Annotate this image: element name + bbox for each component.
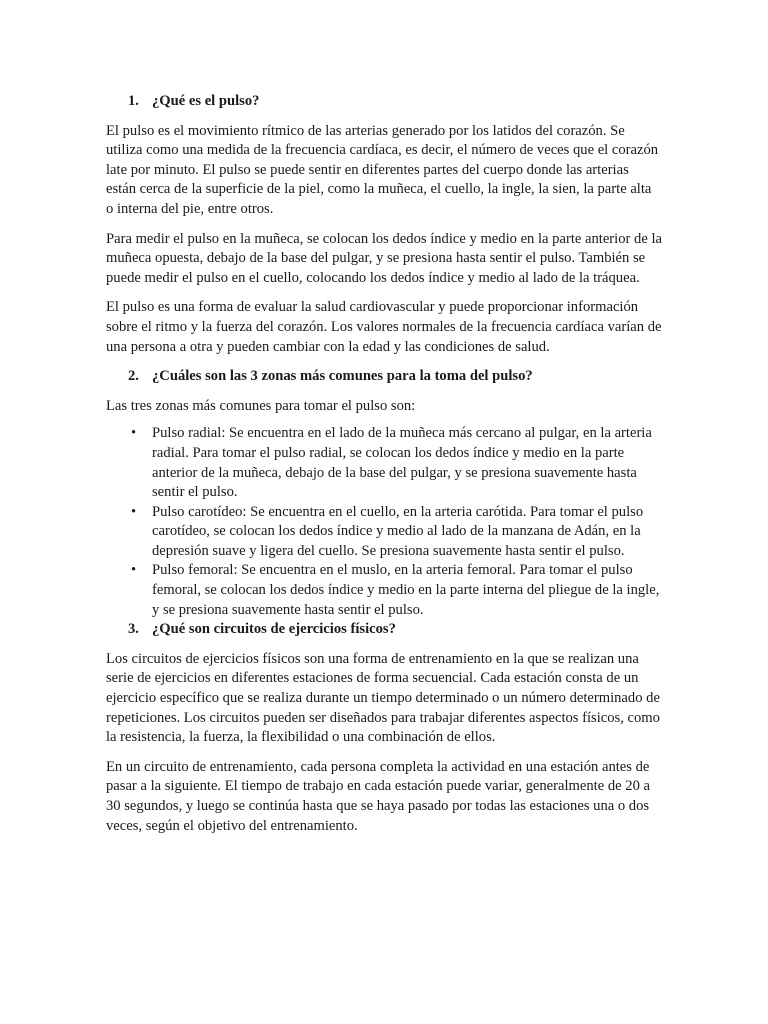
list-item-text: Pulso carotídeo: Se encuentra en el cuello, en la arteria carótida. Para tomar el pulso carotídeo, se colocan los dedos índice y medio al lado de la manzana de Adán, en la depresión suave y ligera del cuello. Se presiona suavemente hasta sentir el pulso. bbox=[152, 503, 644, 559]
bullet-icon: • bbox=[131, 562, 137, 579]
question-heading-3 bbox=[106, 620, 662, 640]
list-item bbox=[131, 561, 662, 620]
list-item-text: Pulso radial: Se encuentra en el lado de la muñeca más cercano al pulgar, en la arteria radial. Para tomar el pulso radial, se colocan los dedos índice y medio en la parte anterior de la muñeca, debajo de la base del pulgar, y se presiona suavemente hasta sentir el pulso. bbox=[152, 425, 652, 501]
question-number: 3. bbox=[128, 621, 139, 638]
bullet-list bbox=[106, 424, 662, 620]
question-title: ¿Cuáles son las 3 zonas más comunes para la toma del pulso? bbox=[152, 368, 533, 385]
question-title: ¿Qué es el pulso? bbox=[152, 93, 260, 109]
question-heading-2 bbox=[106, 367, 662, 387]
list-item bbox=[131, 503, 662, 562]
paragraph: El pulso es el movimiento rítmico de las arterias generado por los latidos del corazón. Se utiliza como una medida de la frecuencia cardíaca, es decir, el número de veces que el corazón late por minuto. El pulso se puede sentir en diferentes partes del cuerpo donde las arterias están cerca de la superficie de la piel, como la muñeca, el cuello, la ingle, la sien, la parte alta o interna del pie, entre otros. bbox=[106, 122, 659, 217]
question-heading-1 bbox=[106, 92, 662, 112]
question-number: 1. bbox=[128, 93, 139, 109]
paragraph: Los circuitos de ejercicios físicos son una forma de entrenamiento en la que se realizan una serie de ejercicios en diferentes estaciones de forma secuencial. Cada estación consta de un ejercicio específico que se realiza durante un tiempo determinado o un número determinado de repeticiones. Los circuitos pueden ser diseñados para trabajar diferentes aspectos físicos, como la resistencia, la fuerza, la flexibilidad o una combinación de ellos. bbox=[106, 650, 660, 746]
paragraph: El pulso es una forma de evaluar la salud cardiovascular y puede proporcionar información sobre el ritmo y la fuerza del corazón. Los valores normales de la frecuencia cardíaca varían de una persona a otra y pueden cambiar con la edad y las condiciones de salud. bbox=[106, 299, 662, 355]
list-item-text: Pulso femoral: Se encuentra en el muslo, en la arteria femoral. Para tomar el pulso femoral, se colocan los dedos índice y medio en la parte interna del pliegue de la ingle, y se presiona suavemente hasta sentir el pulso. bbox=[152, 562, 660, 618]
bullet-icon: • bbox=[131, 503, 137, 520]
paragraph: Para medir el pulso en la muñeca, se colocan los dedos índice y medio en la parte anterior de la muñeca opuesta, debajo de la base del pulgar, y se presiona hasta sentir el pulso. También se puede medir el pulso en el cuello, colocando los dedos índice y medio al lado de la tráquea. bbox=[106, 230, 662, 286]
list-item bbox=[131, 424, 662, 502]
paragraph: Las tres zonas más comunes para tomar el pulso son: bbox=[106, 397, 416, 414]
bullet-icon: • bbox=[131, 425, 137, 442]
paragraph: En un circuito de entrenamiento, cada persona completa la actividad en una estación antes de pasar a la siguiente. El tiempo de trabajo en cada estación puede variar, generalmente de 20 a 30 segundos, y luego se continúa hasta que se haya pasado por todas las estaciones una o dos veces, según el objetivo del entrenamiento. bbox=[106, 758, 651, 834]
question-number: 2. bbox=[128, 368, 139, 385]
question-title: ¿Qué son circuitos de ejercicios físicos? bbox=[152, 621, 396, 638]
